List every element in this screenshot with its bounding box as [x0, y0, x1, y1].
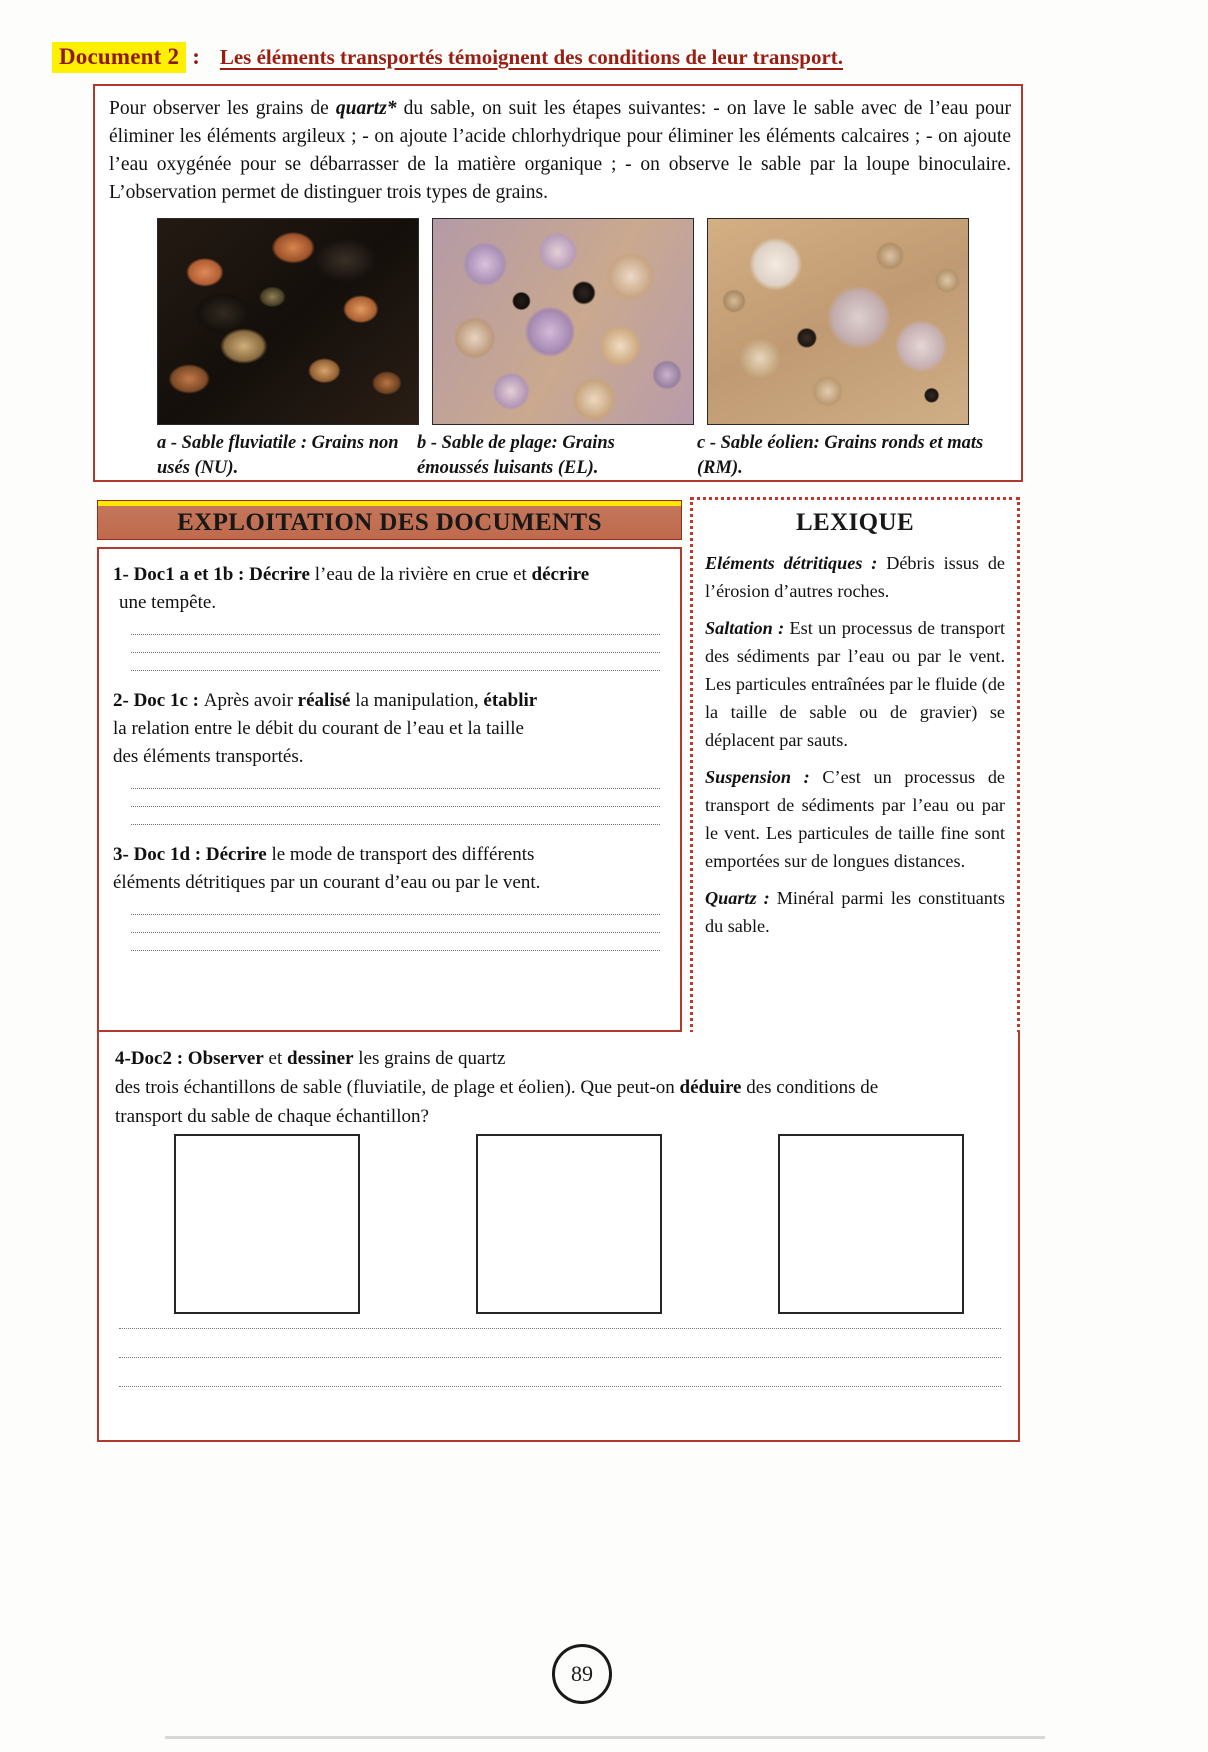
lexique-term: Saltation :: [705, 618, 785, 638]
exploitation-title: EXPLOITATION DES DOCUMENTS: [177, 508, 602, 536]
photo-sable-fluviatile: [157, 218, 419, 425]
document-label: Document 2: [52, 42, 186, 73]
question-4-mid-1: et: [263, 1048, 287, 1069]
question-4-panel: [97, 1032, 1020, 1442]
spacer: [113, 827, 666, 841]
drawing-box-fluviatile[interactable]: [174, 1134, 360, 1314]
document-paragraph: [109, 95, 1011, 207]
photo-sable-eolien: [707, 218, 969, 425]
question-3-line-2: éléments détritiques par un courant d’eau ou par le vent.: [113, 872, 541, 893]
answer-line[interactable]: [131, 806, 660, 807]
scan-edge-artifact: [165, 1736, 1045, 1739]
answer-line[interactable]: [131, 824, 660, 825]
answer-line[interactable]: [131, 932, 660, 933]
page-number-circle: [550, 1642, 614, 1706]
question-4-text: [115, 1044, 1005, 1131]
answer-line[interactable]: [131, 914, 660, 915]
photo-sable-de-plage: [432, 218, 694, 425]
lexique-entry-saltation: [705, 614, 1005, 754]
question-1-line-2: une tempête.: [119, 592, 217, 613]
question-1-bold-2: décrire: [531, 564, 590, 585]
caption-sable-fluviatile: a - Sable fluviatile : Grains non usés (NU).: [157, 433, 399, 478]
lexique-definition: Minéral parmi les constituants du sable.: [705, 888, 1005, 936]
question-1-rest-1: l’eau de la rivière en crue et: [309, 564, 532, 585]
lexique-entry-quartz: [705, 884, 1005, 940]
document-title-row: [52, 40, 1012, 74]
question-3-rest-1: le mode de transport des différents: [266, 844, 535, 865]
question-4-line-3: transport du sable de chaque échantillon?: [115, 1106, 429, 1127]
lexique-term: Quartz :: [705, 888, 770, 908]
answer-line[interactable]: [131, 670, 660, 671]
lexique-entry-elements-detritiques: [705, 549, 1005, 605]
question-4-answer-lines: [119, 1328, 1001, 1415]
page-number-wrapper: [552, 1644, 612, 1704]
questions-panel: [97, 547, 682, 1032]
drawing-box-eolien[interactable]: [778, 1134, 964, 1314]
question-3: [113, 841, 666, 951]
exploitation-header-bar: [97, 500, 682, 540]
question-2: [113, 687, 666, 825]
lexique-definition: Est un processus de transport des sédiments par l’eau ou par le vent. Les particules entraînées par le fluide (de la taille de sable ou de gravier) se déplacent par sauts.: [705, 618, 1005, 750]
document-heading: Les éléments transportés témoignent des conditions de leur transport.: [219, 44, 844, 69]
answer-line[interactable]: [131, 652, 660, 653]
question-4-bold-2: dessiner: [287, 1048, 354, 1069]
lexique-entry-suspension: [705, 763, 1005, 875]
question-4-line2-bold: déduire: [679, 1077, 742, 1098]
lexique-definition: Débris issus de l’érosion d’autres roches.: [705, 553, 1005, 601]
question-1-text: [113, 561, 666, 617]
paragraph-keyword-quartz: quartz*: [335, 98, 397, 119]
lexique-definition: C’est un processus de transport de sédiments par l’eau ou par le vent. Les particules de taille fine sont emportées sur de longues distances.: [705, 767, 1005, 871]
question-2-mid-1: Après avoir: [203, 690, 298, 711]
lexique-term: Eléments détritiques :: [705, 553, 878, 573]
question-2-text: [113, 687, 666, 771]
question-3-text: [113, 841, 666, 897]
question-2-bold-2: réalisé: [297, 690, 351, 711]
answer-line[interactable]: [131, 950, 660, 951]
drawing-box-plage[interactable]: [476, 1134, 662, 1314]
answer-line[interactable]: [131, 634, 660, 635]
answer-line[interactable]: [131, 788, 660, 789]
photo-row: [157, 218, 969, 425]
question-1-bold-1: 1- Doc1 a et 1b : Décrire: [113, 564, 310, 585]
question-1: [113, 561, 666, 671]
caption-sable-de-plage: b - Sable de plage: Grains émoussés luisants (EL).: [417, 433, 615, 478]
answer-line[interactable]: [119, 1357, 1001, 1358]
page-number: 89: [571, 1661, 593, 1686]
lexique-panel: [690, 497, 1020, 1045]
question-2-line-3: des éléments transportés.: [113, 746, 304, 767]
question-4-mid-2: les grains de quartz: [353, 1048, 506, 1069]
lexique-term: Suspension :: [705, 767, 810, 787]
question-4-line2-post: des conditions de: [741, 1077, 879, 1098]
question-2-mid-2: la manipulation,: [350, 690, 484, 711]
question-4-line2-pre: des trois échantillons de sable (fluviatile, de plage et éolien). Que peut-on: [115, 1077, 680, 1098]
document-label-colon: :: [192, 44, 200, 69]
lexique-title: LEXIQUE: [795, 509, 915, 536]
answer-line[interactable]: [119, 1386, 1001, 1387]
answer-line[interactable]: [119, 1328, 1001, 1329]
caption-sable-eolien: c - Sable éolien: Grains ronds et mats (RM).: [697, 433, 984, 478]
document-content-box: [93, 84, 1023, 482]
question-4-line-2: [115, 1073, 1005, 1102]
question-2-line-2: la relation entre le débit du courant de l’eau et la taille: [113, 718, 524, 739]
spacer: [113, 673, 666, 687]
paragraph-part-2: du sable, on suit les étapes suivantes: - on lave le sable avec de l’eau pour éliminer les éléments argileux ; - on ajoute l’acide chlorhydrique pour éliminer les éléments calcaires ; - on ajoute l’eau oxygénée pour se débarrasser de la matière organique ; - on observe le sable par la loupe binoculaire. L’observation permet de distinguer trois types de grains.: [109, 98, 1011, 203]
question-3-bold-1: 3- Doc 1d : Décrire: [113, 844, 267, 865]
question-2-bold-1: 2- Doc 1c :: [113, 690, 204, 711]
question-2-bold-3: établir: [483, 690, 538, 711]
paragraph-part-1: Pour observer les grains de: [109, 98, 336, 119]
photo-captions: [157, 431, 1023, 481]
question-4-bold-1: 4-Doc2 : Observer: [115, 1048, 264, 1069]
drawing-boxes-row: [174, 1134, 964, 1314]
